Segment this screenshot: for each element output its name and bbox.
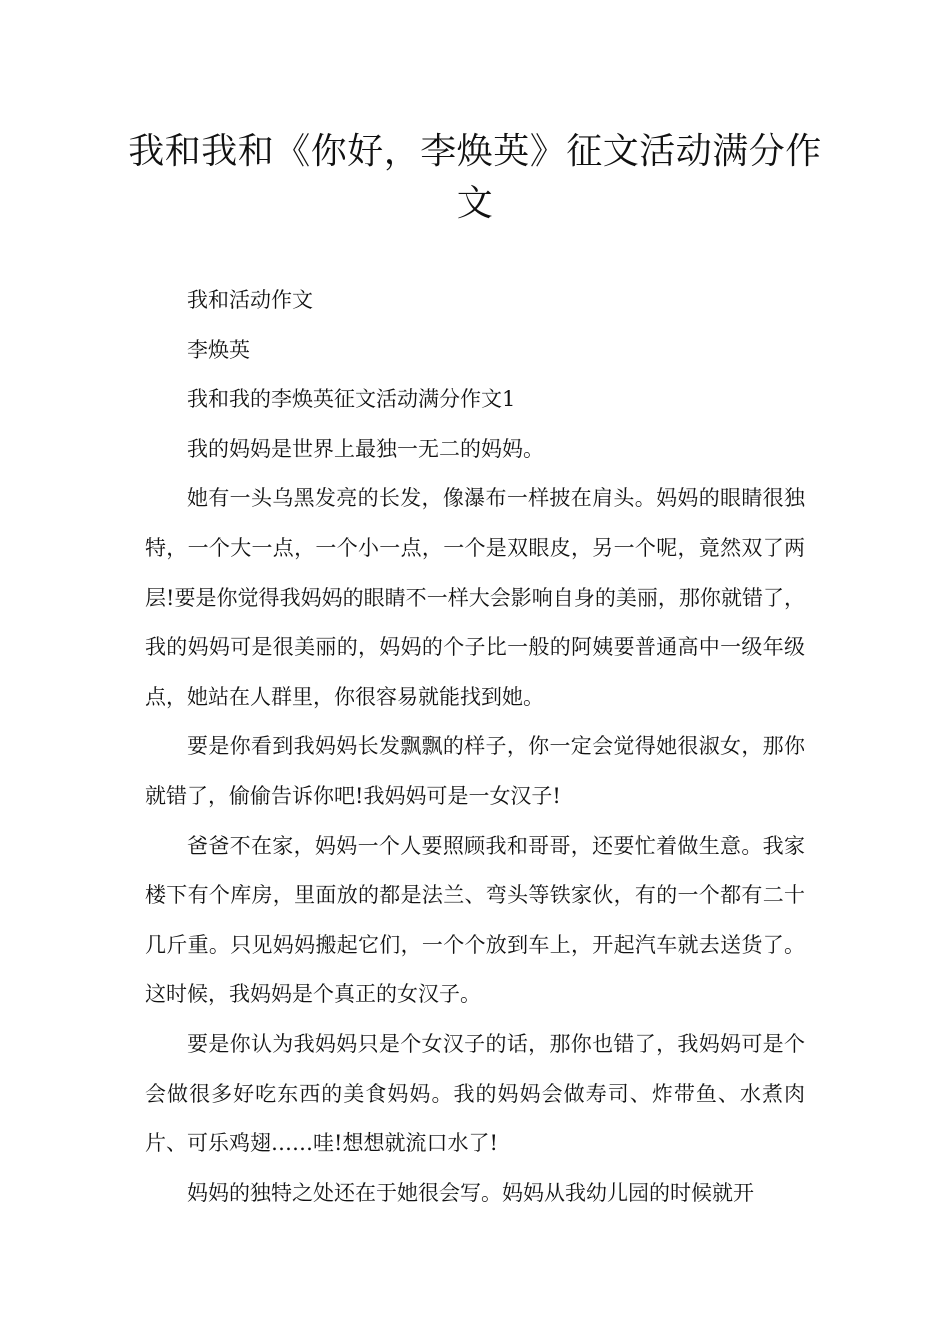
paragraph: 爸爸不在家，妈妈一个人要照顾我和哥哥，还要忙着做生意。我家楼下有个库房，里面放的都是法兰、弯头等铁家伙，有的一个都有二十几斤重。只见妈妈搬起它们，一个个放到车上，开起汽车就去送货了。这时候，我妈妈是个真正的女汉子。	[145, 833, 805, 1007]
paragraph: 她有一头乌黑发亮的长发，像瀑布一样披在肩头。妈妈的眼睛很独特，一个大一点，一个小一点，一个是双眼皮，另一个呢，竟然双了两层!要是你觉得我妈妈的眼睛不一样大会影响自身的美丽，那你就错了，我的妈妈可是很美丽的，妈妈的个子比一般的阿姨要普通高中一级年级点，她站在人群里，你很容易就能找到她。	[145, 486, 805, 709]
paragraph: 李焕英	[187, 337, 250, 362]
paragraph: 妈妈的独特之处还在于她很会写。妈妈从我幼儿园的时候就开	[187, 1180, 754, 1205]
document-title: 我和我和《你好，李焕英》征文活动满分作文	[128, 131, 822, 224]
paragraph: 要是你看到我妈妈长发飘飘的样子，你一定会觉得她很淑女，那你就错了，偷偷告诉你吧!我妈妈可是一女汉子!	[145, 734, 805, 808]
paragraph: 我和我的李焕英征文活动满分作文1	[187, 387, 516, 412]
paragraph: 我的妈妈是世界上最独一无二的妈妈。	[187, 436, 544, 461]
document-body	[145, 276, 805, 1218]
paragraph: 要是你认为我妈妈只是个女汉子的话，那你也错了，我妈妈可是个会做很多好吃东西的美食妈妈。我的妈妈会做寿司、炸带鱼、水煮肉片、可乐鸡翅……哇!想想就流口水了!	[145, 1031, 805, 1156]
paragraph: 我和活动作文	[187, 288, 313, 312]
